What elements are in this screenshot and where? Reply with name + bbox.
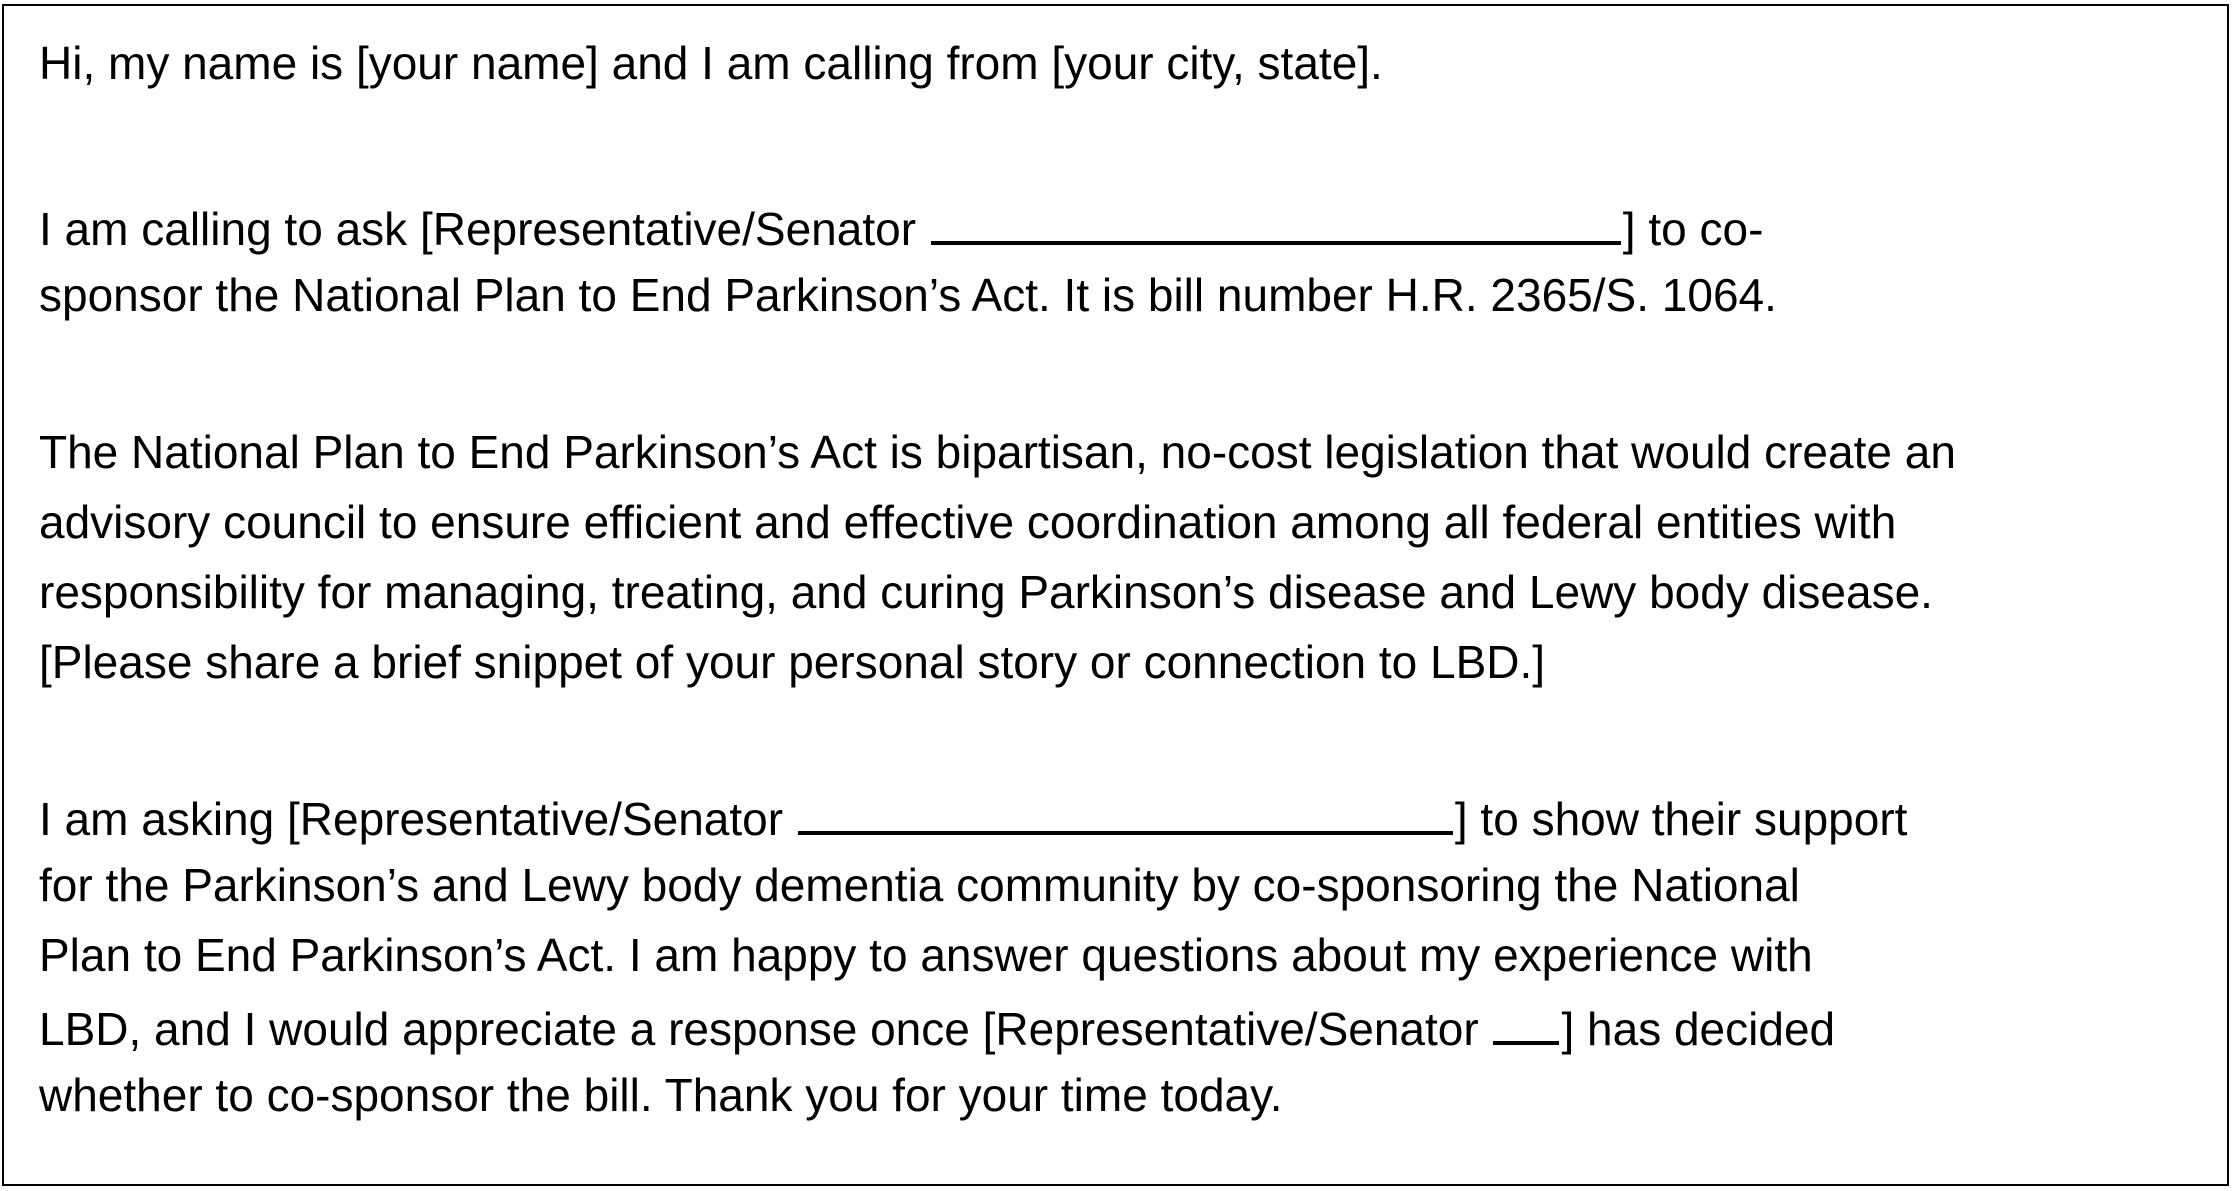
closing-line-3: Plan to End Parkinson’s Act. I am happy to answer questions about my experience with [39,929,1813,981]
greeting-line: Hi, my name is [your name] and I am calling from [your city, state]. [39,37,1383,89]
closing-line-1 [39,792,1908,846]
request-line-2: sponsor the National Plan to End Parkinson’s Act. It is bill number H.R. 2365/S. 1064. [39,269,1777,321]
request-line-1-end: ] to co- [1622,203,1764,256]
closing-line-4-end: ] has decided [1561,1003,1836,1056]
closing-line-4 [39,1002,1836,1056]
representative-name-blank [931,202,1621,245]
request-line-1 [39,202,1764,256]
closing-line-4-start: LBD, and I would appreciate a response once [Representative/Senator [39,1003,1479,1056]
request-line-1-start: I am calling to ask [Representative/Senator [39,203,917,256]
bill-description-line-1: The National Plan to End Parkinson’s Act is bipartisan, no-cost legislation that would create an [39,426,1956,478]
closing-line-2: for the Parkinson’s and Lewy body dementia community by co-sponsoring the National [39,859,1800,911]
representative-name-blank-2 [798,792,1453,835]
closing-line-1-start: I am asking [Representative/Senator [39,793,784,846]
representative-name-blank-3 [1493,1002,1559,1045]
call-script-box [2,4,2229,1186]
closing-line-1-end: ] to show their support [1454,793,1908,846]
bill-description-line-3: responsibility for managing, treating, and curing Parkinson’s disease and Lewy body disease. [39,566,1933,618]
bill-description-line-2: advisory council to ensure efficient and effective coordination among all federal entities with [39,496,1897,548]
personal-story-prompt: [Please share a brief snippet of your personal story or connection to LBD.] [39,636,1546,688]
closing-line-5: whether to co-sponsor the bill. Thank you for your time today. [39,1069,1283,1121]
